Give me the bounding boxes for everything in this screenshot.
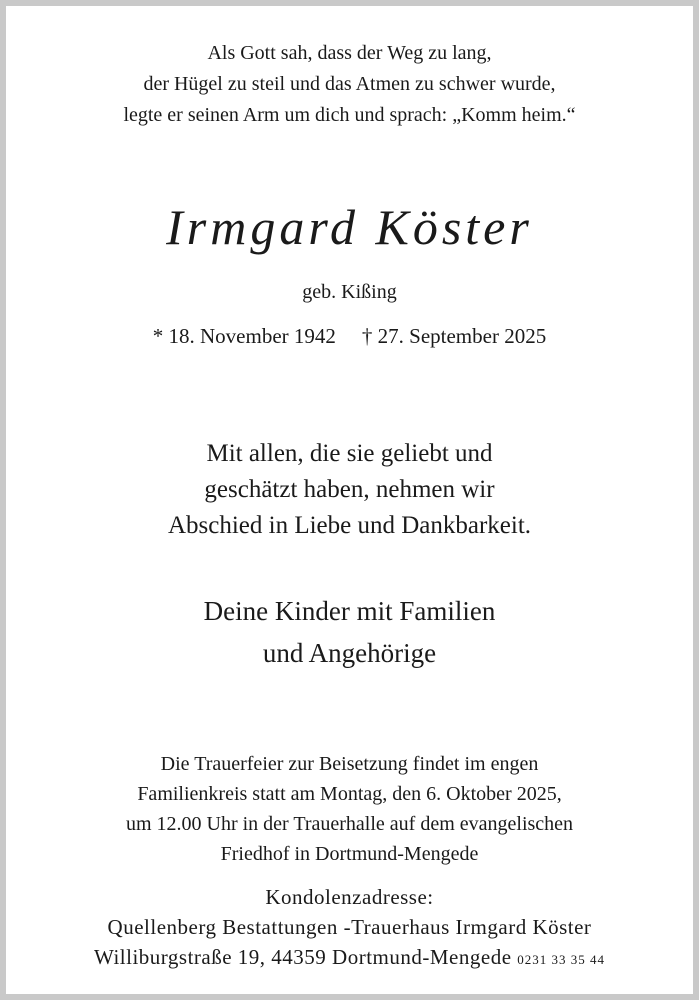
- farewell-line-1: Mit allen, die sie geliebt und: [206, 440, 493, 467]
- poem-line-1: Als Gott sah, dass der Weg zu lang,: [207, 42, 492, 64]
- maiden-name: geb. Kißing: [302, 281, 397, 303]
- condolence-heading: Kondolenzadresse:: [265, 885, 434, 909]
- poem-line-2: der Hügel zu steil und das Atmen zu schwer wurde,: [143, 73, 556, 95]
- mourners-line-1: Deine Kinder mit Familien: [203, 596, 496, 626]
- farewell-line-2: geschätzt haben, nehmen wir: [204, 476, 495, 503]
- condolence-street: Williburgstraße 19, 44359 Dortmund-Mengede: [93, 945, 512, 969]
- life-dates: [6, 324, 693, 349]
- mourners-line-2: und Angehörige: [262, 638, 437, 668]
- farewell-line-3: Abschied in Liebe und Dankbarkeit.: [167, 512, 532, 539]
- funeral-line-4: Friedhof in Dortmund-Mengede: [220, 843, 479, 865]
- deceased-name: Irmgard Köster: [166, 199, 533, 255]
- death-date: † 27. September 2025: [361, 324, 547, 348]
- condolence-line-1: Quellenberg Bestattungen -Trauerhaus Irmgard Köster: [107, 915, 592, 939]
- obituary-card: [6, 6, 693, 994]
- funeral-line-2: Familienkreis statt am Montag, den 6. Oktober 2025,: [137, 783, 562, 805]
- funeral-line-1: Die Trauerfeier zur Beisetzung findet im engen: [160, 753, 539, 775]
- birth-date: * 18. November 1942: [152, 324, 336, 348]
- condolence-address: [6, 945, 693, 970]
- funeral-line-3: um 12.00 Uhr in der Trauerhalle auf dem evangelischen: [125, 813, 574, 835]
- poem-line-3: legte er seinen Arm um dich und sprach: „Komm heim.“: [123, 104, 576, 126]
- condolence-phone: 0231 33 35 44: [517, 952, 606, 967]
